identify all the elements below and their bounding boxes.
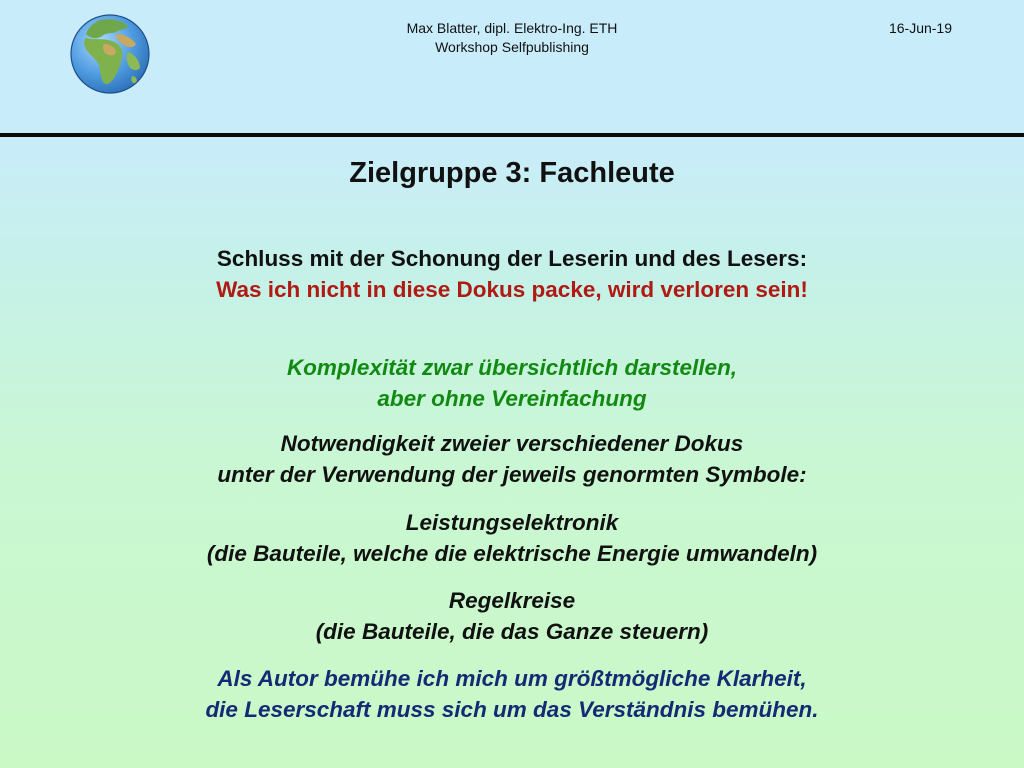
control-loops-paragraph bbox=[0, 585, 1024, 647]
date-label: 16-Jun-19 bbox=[888, 20, 952, 36]
intro-line-2: Was ich nicht in diese Dokus packe, wird verloren sein! bbox=[216, 277, 808, 302]
closing-paragraph bbox=[0, 663, 1024, 725]
necessity-paragraph bbox=[0, 428, 1024, 490]
power-line-2: (die Bauteile, welche die elektrische Energie umwandeln) bbox=[206, 541, 818, 566]
slide-title: Zielgruppe 3: Fachleute bbox=[349, 157, 675, 189]
event-line: Workshop Selfpublishing bbox=[435, 39, 589, 55]
globe-icon bbox=[70, 14, 150, 94]
power-line-1: Leistungselektronik bbox=[405, 510, 619, 535]
complexity-line-2: aber ohne Vereinfachung bbox=[377, 386, 647, 411]
necessity-line-2: unter der Verwendung der jeweils genormten Symbole: bbox=[217, 462, 807, 487]
intro-paragraph bbox=[0, 243, 1024, 305]
header-divider bbox=[0, 133, 1024, 137]
author-line: Max Blatter, dipl. Elektro-Ing. ETH bbox=[406, 20, 618, 36]
header-info bbox=[312, 19, 712, 57]
power-electronics-paragraph bbox=[0, 507, 1024, 569]
closing-line-2: die Leserschaft muss sich um das Verständnis bemühen. bbox=[205, 697, 819, 722]
complexity-paragraph bbox=[0, 352, 1024, 414]
control-line-1: Regelkreise bbox=[448, 588, 576, 613]
necessity-line-1: Notwendigkeit zweier verschiedener Dokus bbox=[280, 431, 744, 456]
intro-line-1: Schluss mit der Schonung der Leserin und des Lesers: bbox=[216, 246, 808, 271]
closing-line-1: Als Autor bemühe ich mich um größtmögliche Klarheit, bbox=[217, 666, 807, 691]
complexity-line-1: Komplexität zwar übersichtlich darstellen, bbox=[286, 355, 738, 380]
control-line-2: (die Bauteile, die das Ganze steuern) bbox=[315, 619, 709, 644]
